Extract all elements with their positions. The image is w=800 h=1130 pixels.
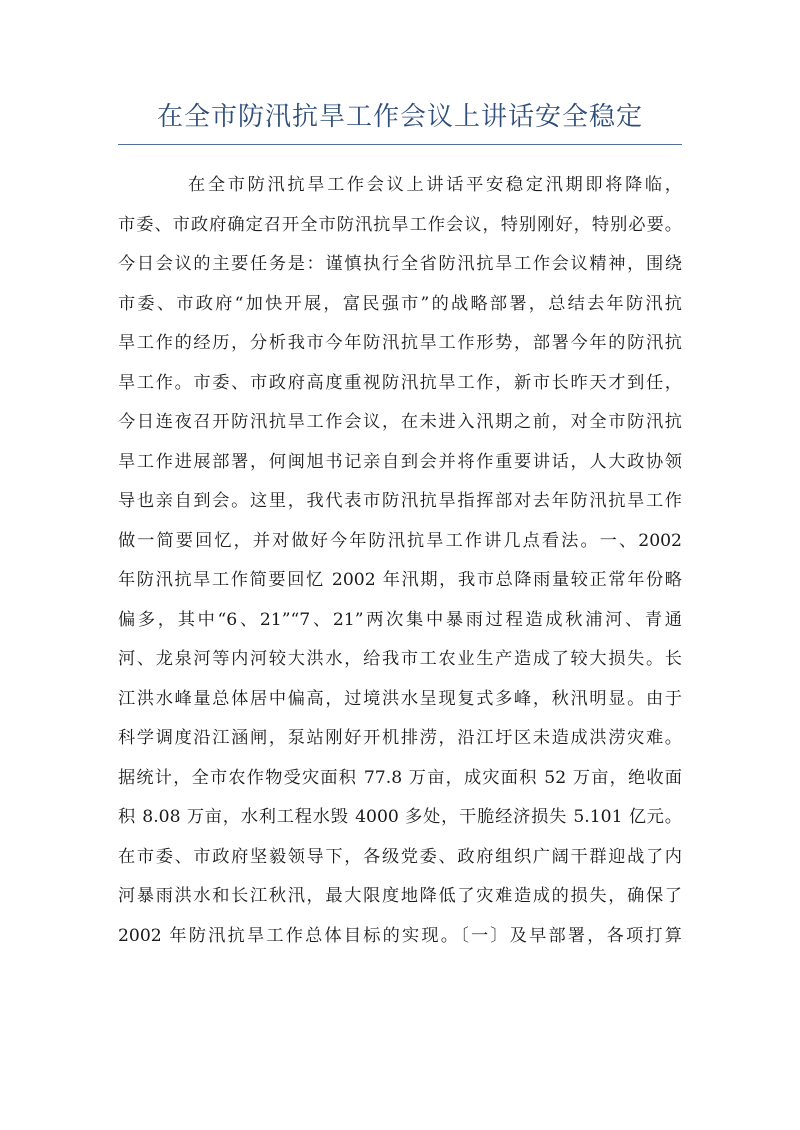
body-line: 偏多，其中“6、21”“7、21”两次集中暴雨过程造成秋浦河、青通	[118, 609, 682, 630]
body-line: 在全市防汛抗旱工作会议上讲话平安稳定汛期即将降临，	[188, 175, 682, 195]
body-line: 旱工作的经历，分析我市今年防汛抗旱工作形势，部署今年的防汛抗	[118, 333, 682, 353]
body-line: 积 8.08 万亩，水利工程水毁 4000 多处，干脆经济损失 5.101 亿元。	[118, 807, 682, 827]
body-line: 做一简要回忆，并对做好今年防汛抗旱工作讲几点看法。一、2002	[118, 530, 682, 551]
body-line: 导也亲自到会。这里，我代表市防汛抗旱指挥部对去年防汛抗旱工作	[118, 491, 682, 511]
title-divider	[118, 144, 682, 145]
body-line: 科学调度沿江涵闸，泵站刚好开机排涝，沿江圩区未造成洪涝灾难。	[118, 728, 682, 748]
body-line: 河暴雨洪水和长江秋汛，最大限度地降低了灾难造成的损失，确保了	[118, 886, 682, 906]
body-line: 今日会议的主要任务是：谨慎执行全省防汛抗旱工作会议精神，围绕	[118, 254, 682, 274]
body-line: 在市委、市政府坚毅领导下，各级党委、政府组织广阔干群迎战了内	[118, 846, 682, 867]
body-line: 今日连夜召开防汛抗旱工作会议，在未进入汛期之前，对全市防汛抗	[118, 412, 682, 432]
document-title: 在全市防汛抗旱工作会议上讲话安全稳定	[156, 102, 643, 132]
body-line: 据统计，全市农作物受灾面积 77.8 万亩，成灾面积 52 万亩，绝收面	[118, 767, 682, 788]
body-line: 河、龙泉河等内河较大洪水，给我市工农业生产造成了较大损失。长	[118, 649, 682, 669]
body-line: 年防汛抗旱工作简要回忆 2002 年汛期，我市总降雨量较正常年份略	[118, 570, 682, 590]
body-line: 2002 年防汛抗旱工作总体目标的实现。〔一〕及早部署，各项打算	[118, 925, 682, 946]
body-line: 市委、市政府确定召开全市防汛抗旱工作会议，特别刚好，特别必要。	[118, 214, 682, 235]
body-line: 江洪水峰量总体居中偏高，过境洪水呈现复式多峰，秋汛明显。由于	[118, 688, 682, 709]
body-line: 旱工作进展部署，何闽旭书记亲自到会并将作重要讲话，人大政协领	[118, 451, 682, 472]
body-line: 市委、市政府“加快开展，富民强市”的战略部署，总结去年防汛抗	[118, 293, 682, 314]
document-body	[118, 166, 682, 956]
body-line: 旱工作。市委、市政府高度重视防汛抗旱工作，新市长昨天才到任，	[118, 372, 682, 393]
